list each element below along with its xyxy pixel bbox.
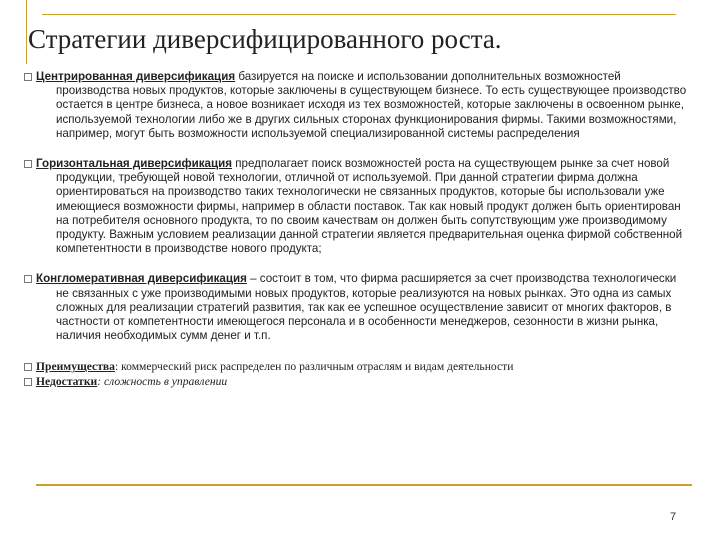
term-centered: Центрированная диверсификация — [36, 70, 236, 83]
term-horizontal: Горизонтальная диверсификация — [36, 157, 233, 171]
advantages-line — [24, 359, 688, 374]
decorative-top-line — [42, 14, 676, 15]
paragraph-text: предполагает поиск возможностей роста на существующем рынке за счет новой продукции, требующей новой технологии, отличной от используемой. При данной стратегии фирма должна ориентироваться на производство таких технологически не связанных продуктов, которые бы использовали уже имеющиеся возможности фирмы, например в области поставок. Так как новый продукт должен быть ориентирован на потребителя основного продукта, то по своим качествам он должен быть сопутствующим уже производимому продукту. Важным условием реализации данной стратегии является предварительная оценка фирмой собственной компетентности в производстве нового продукта; — [56, 157, 683, 256]
paragraph-text: – состоит в том, что фирма расширяется за счет производства технологически не связанных с уже производимыми новых продуктов, которые реализуются на новых рынках. Это одна из самых сложных для реализации стратегий развития, так как ее успешное осуществление зависит от многих факторов, в частности от компетентности имеющегося персонала и в особенности менеджеров, сезонности в жизни рынка, наличия необходимых сумм денег и т.п. — [56, 272, 677, 343]
advantages-label: Преимущества — [36, 360, 115, 374]
square-bullet-icon — [24, 73, 32, 81]
decorative-vertical-line — [26, 0, 27, 64]
paragraph-text: базируется на поиске и использовании дополнительных возможностей производства новых продуктов, которые заключены в существующем бизнесе. То есть существующее производство остается в центре бизнеса, а новое возникает исходя из тех возможностей, которые заключены в освоенном рынке, используемой технологии либо же в других сильных сторонах функционирования фирмы. Такими возможностями, например, могут быть возможности используемой специализированной системы распределения — [56, 70, 687, 140]
paragraph-centered-diversification — [24, 70, 688, 141]
square-bullet-icon — [24, 275, 32, 283]
summary-block — [24, 359, 688, 389]
decorative-bottom-line — [36, 484, 692, 486]
slide-title: Стратегии диверсифицированного роста. — [28, 24, 502, 54]
disadvantages-label: Недостатки — [36, 375, 98, 389]
square-bullet-icon — [24, 363, 32, 371]
square-bullet-icon — [24, 378, 32, 386]
paragraph-horizontal-diversification — [24, 157, 688, 256]
square-bullet-icon — [24, 160, 32, 168]
disadvantages-line — [24, 374, 688, 389]
paragraph-conglomerate-diversification — [24, 272, 688, 343]
slide-content — [24, 70, 688, 389]
term-conglomerate: Конгломеративная диверсификация — [36, 272, 247, 286]
advantages-text: : коммерческий риск распределен по различным отраслям и видам деятельности — [114, 360, 514, 374]
disadvantages-text: : сложность в управлении — [97, 375, 228, 389]
page-number: 7 — [670, 511, 677, 523]
